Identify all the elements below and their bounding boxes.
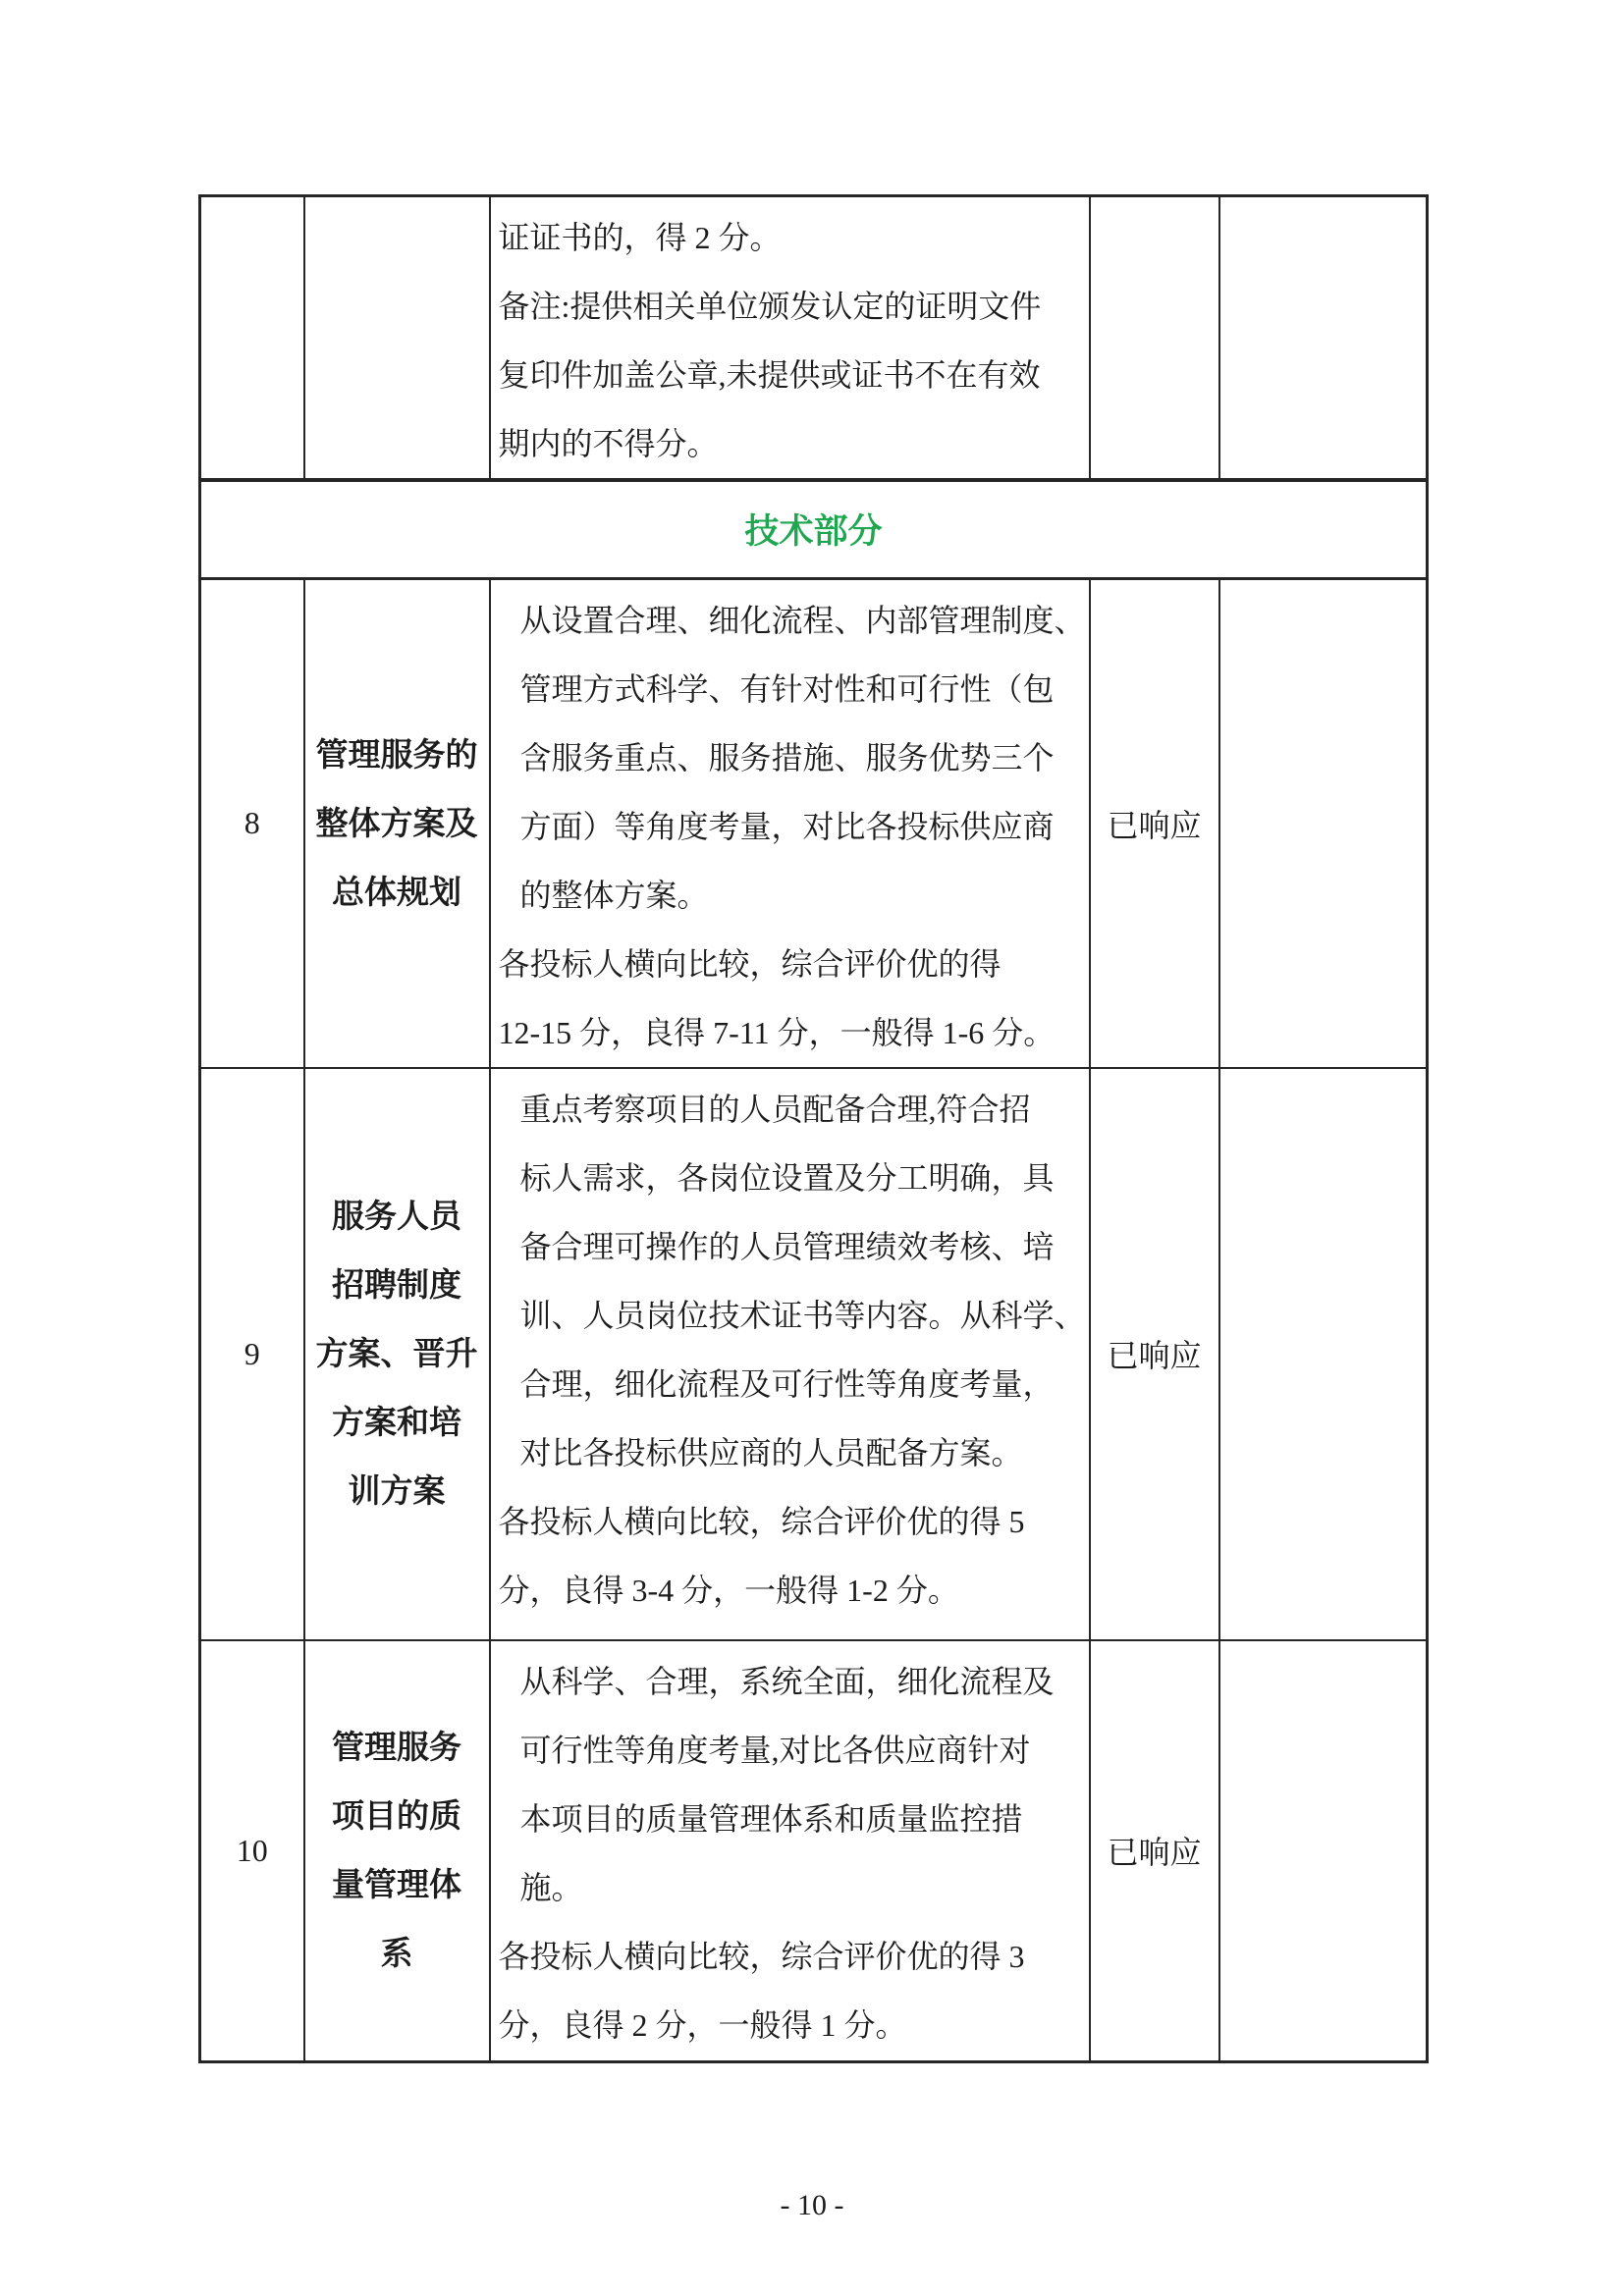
text-line: 管理服务 — [332, 1729, 461, 1766]
text-line: 证证书的，得 2 分。 — [498, 220, 782, 255]
text-line: 复印件加盖公章,未提供或证书不在有效 — [498, 357, 1041, 393]
criteria-name-cell — [304, 1068, 490, 1640]
text-line: 训、人员岗位技术证书等内容。从科学、 — [519, 1297, 1086, 1333]
table-row — [200, 1068, 1428, 1640]
text-line: 分，良得 2 分，一般得 1 分。 — [498, 2006, 907, 2043]
table-row — [200, 578, 1428, 1068]
text-line: 管理服务的 — [315, 735, 478, 773]
text-line: 本项目的质量管理体系和质量监控措 — [519, 1800, 1023, 1837]
row-number-cell: 9 — [200, 1068, 304, 1640]
text-line: 各投标人横向比较，综合评价优的得 3 — [498, 1938, 1025, 1974]
text-line: 从设置合理、细化流程、内部管理制度、 — [519, 602, 1086, 638]
criteria-desc-cell — [490, 1068, 1090, 1640]
text-line: 项目的质 — [332, 1797, 461, 1835]
text-line: 备合理可操作的人员管理绩效考核、培 — [519, 1228, 1055, 1264]
note-cell — [1219, 196, 1428, 481]
note-cell — [1219, 578, 1428, 1068]
table-row — [200, 1640, 1428, 2062]
page-number: - 10 - — [780, 2189, 844, 2221]
text-line: 整体方案及 — [315, 804, 478, 841]
text-line: 管理方式科学、有针对性和可行性（包 — [519, 670, 1055, 707]
row-number-cell — [200, 196, 304, 481]
response-status-cell: 已响应 — [1090, 1068, 1219, 1640]
section-header-technical: 技术部分 — [200, 480, 1428, 578]
note-cell — [1219, 1640, 1428, 2062]
response-status-cell: 已响应 — [1090, 578, 1219, 1068]
text-line: 从科学、合理，系统全面，细化流程及 — [519, 1663, 1055, 1699]
table-row-section-header — [200, 480, 1428, 578]
text-line: 含服务重点、服务措施、服务优势三个 — [519, 739, 1055, 775]
response-status-cell: 已响应 — [1090, 1640, 1219, 2062]
text-line: 招聘制度 — [332, 1266, 461, 1303]
criteria-name-cell — [304, 196, 490, 481]
text-line: 方案和培 — [332, 1404, 461, 1440]
text-line: 训方案 — [348, 1472, 446, 1509]
note-cell — [1219, 1068, 1428, 1640]
text-line: 施。 — [519, 1869, 583, 1905]
text-line: 各投标人横向比较，综合评价优的得 5 — [498, 1503, 1025, 1539]
text-line: 期内的不得分。 — [498, 426, 719, 461]
criteria-desc-cell — [490, 196, 1090, 481]
row-number-cell: 8 — [200, 578, 304, 1068]
text-line: 各投标人横向比较，综合评价优的得 — [498, 945, 1001, 982]
text-line: 系 — [380, 1935, 413, 1972]
text-line: 总体规划 — [332, 873, 461, 910]
text-line: 可行性等角度考量,对比各供应商针对 — [519, 1732, 1031, 1768]
criteria-name-cell — [304, 1640, 490, 2062]
text-line: 的整体方案。 — [519, 877, 709, 913]
text-line: 分，良得 3-4 分，一般得 1-2 分。 — [498, 1572, 959, 1608]
text-line: 方案、晋升 — [315, 1335, 478, 1371]
text-line: 重点考察项目的人员配备合理,符合招 — [519, 1091, 1031, 1127]
text-line: 量管理体 — [332, 1866, 461, 1903]
response-status-cell — [1090, 196, 1219, 481]
criteria-desc-cell — [490, 578, 1090, 1068]
text-line: 合理，细化流程及可行性等角度考量， — [519, 1365, 1055, 1402]
table-row-continuation — [200, 196, 1428, 481]
row-number-cell: 10 — [200, 1640, 304, 2062]
evaluation-table — [198, 194, 1429, 2063]
text-line: 方面）等角度考量，对比各投标供应商 — [519, 808, 1055, 844]
criteria-desc-cell — [490, 1640, 1090, 2062]
text-line: 标人需求，各岗位设置及分工明确，具 — [519, 1159, 1055, 1196]
text-line: 服务人员 — [332, 1198, 461, 1234]
criteria-name-cell — [304, 578, 490, 1068]
text-line: 备注:提供相关单位颁发认定的证明文件 — [498, 289, 1042, 324]
text-line: 12-15 分，良得 7-11 分，一般得 1-6 分。 — [498, 1014, 1056, 1050]
text-line: 对比各投标供应商的人员配备方案。 — [519, 1434, 1023, 1470]
